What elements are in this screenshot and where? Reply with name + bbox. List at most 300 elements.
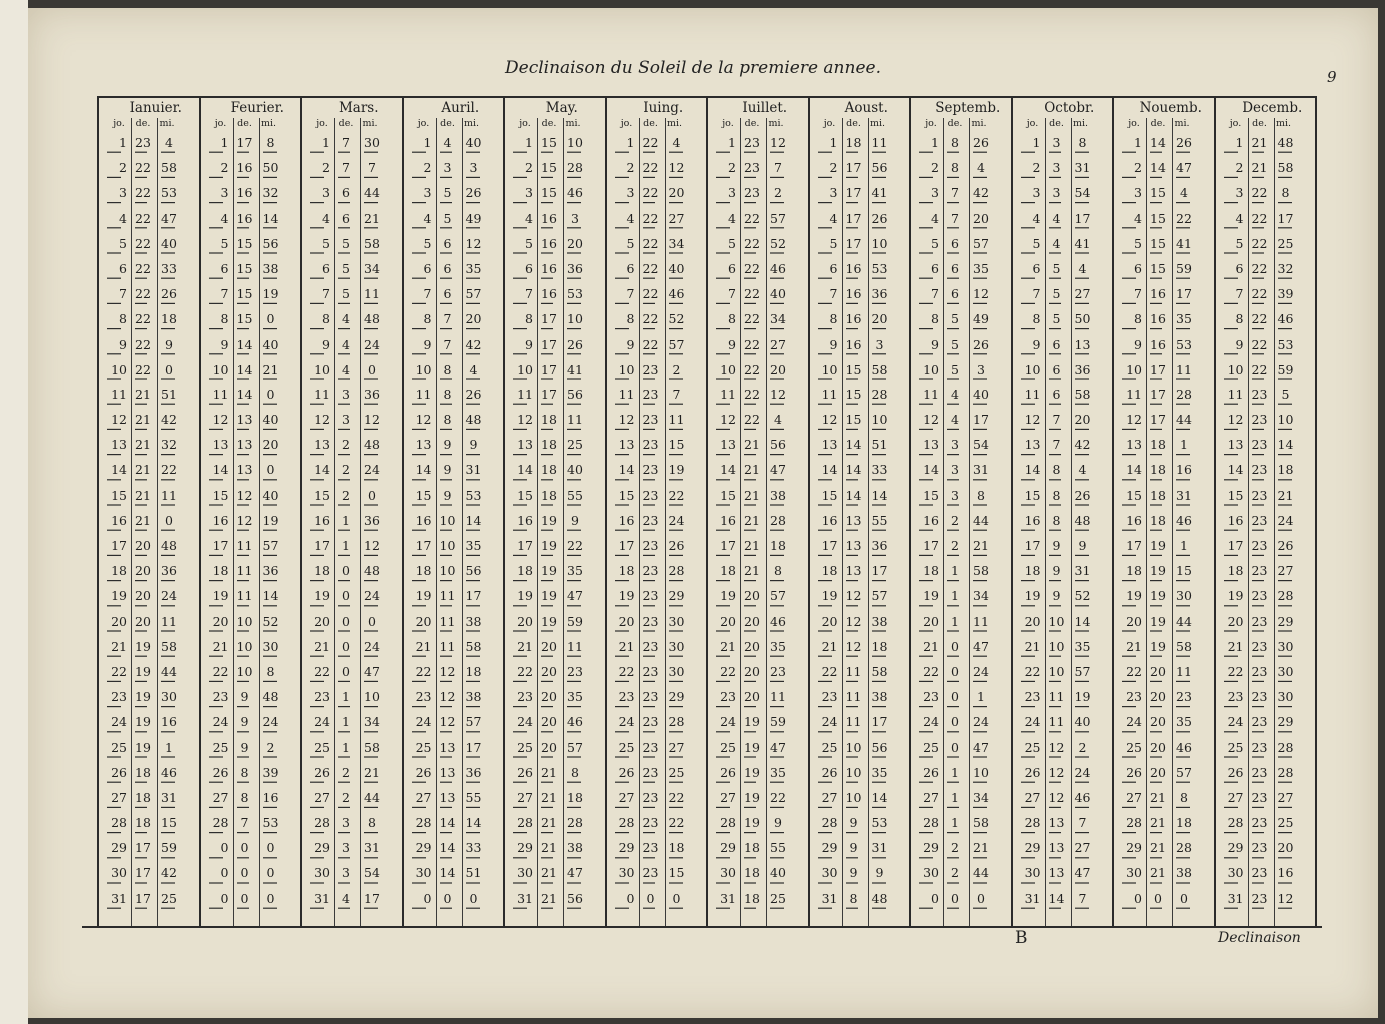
table-row [810,180,910,205]
degree-cell: 5 [342,286,350,302]
table-row [404,130,504,155]
minute-cell: 36 [364,386,380,402]
minute-cell: 42 [973,185,989,201]
degree-cell: 11 [236,563,253,579]
day-cell: 3 [728,185,736,201]
degree-cell: 23 [1251,714,1268,730]
minute-cell: 17 [364,890,380,906]
minute-cell: 38 [567,840,583,856]
degree-cell: 23 [1251,840,1268,856]
minute-cell: 24 [161,588,177,604]
minute-cell: 3 [875,336,884,352]
degree-cell: 22 [642,336,659,352]
degree-cell: 5 [342,235,350,251]
column-subheads [302,118,402,130]
day-cell: 14 [212,462,229,478]
day-cell: 15 [1024,487,1041,503]
minute-cell: 30 [1277,663,1294,679]
minute-cell: 12 [668,160,685,176]
degree-cell: 18 [744,840,760,856]
degree-cell: 13 [1048,865,1065,881]
degree-cell: 22 [135,336,151,352]
degree-cell: 11 [236,588,253,604]
day-cell: 2 [1134,160,1142,176]
degree-cell: 23 [1251,764,1268,780]
day-cell: 24 [1024,714,1041,730]
degree-cell: 11 [236,538,253,553]
day-cell: 26 [1227,764,1244,780]
degree-cell: 5 [1052,311,1061,327]
minute-cell: 53 [1176,336,1192,352]
column-rule [157,118,158,928]
minute-cell: 27 [770,336,786,352]
minute-cell: 47 [770,462,786,478]
minute-cell: 46 [1074,789,1091,805]
degree-cell: 2 [951,865,959,881]
day-cell: 6 [1235,260,1244,276]
minute-cell: 59 [770,714,786,730]
table-row [708,306,808,331]
degree-cell: 1 [342,538,350,553]
degree-cell: 21 [541,789,557,805]
day-cell: 20 [111,613,127,629]
day-cell: 19 [821,588,838,604]
minute-cell: 46 [770,260,786,276]
table-row [810,206,910,231]
day-cell: 10 [314,361,330,377]
minute-cell: 11 [1176,361,1192,377]
day-cell: 14 [517,462,533,478]
table-row [911,155,1011,180]
degree-cell: 15 [1150,185,1166,201]
table-row [810,508,910,533]
degree-cell: 4 [1052,210,1061,226]
minute-cell: 26 [465,386,482,402]
degree-cell: 14 [236,336,253,352]
minute-cell: 41 [1074,235,1091,251]
table-row [911,206,1011,231]
subhead: mi. [971,118,987,129]
degree-cell: 20 [135,588,151,604]
day-cell: 4 [220,210,229,226]
table-row [404,886,504,911]
day-cell: 21 [1126,638,1142,654]
minute-cell: 58 [973,815,989,831]
day-cell: 2 [931,160,939,176]
minute-cell: 18 [1176,815,1192,831]
degree-cell: 22 [135,286,151,302]
day-cell: 12 [415,412,432,428]
degree-cell: 23 [642,512,659,528]
table-row [911,332,1011,357]
degree-cell: 11 [439,588,456,604]
table-row [302,810,402,835]
degree-cell: 22 [1251,311,1268,327]
degree-cell: 1 [951,789,959,805]
minute-cell: 11 [668,412,685,428]
degree-cell: 23 [642,361,659,377]
day-cell: 16 [1126,512,1142,528]
degree-cell: 16 [845,286,862,302]
day-cell: 19 [618,588,635,604]
degree-cell: 23 [744,185,760,201]
degree-cell: 23 [642,437,659,453]
month-name: Mars. [338,100,379,116]
minute-cell: 10 [567,135,583,150]
degree-cell: 6 [1052,336,1061,352]
day-cell: 15 [720,487,736,503]
degree-cell: 1 [951,563,959,579]
degree-cell: 22 [135,160,151,176]
degree-cell: 20 [744,638,760,654]
day-cell: 20 [1024,613,1041,629]
table-row [201,382,301,407]
minute-cell: 29 [668,588,685,604]
day-cell: 7 [931,286,939,302]
minute-cell: 56 [871,160,888,176]
minute-cell: 8 [774,563,782,579]
minute-cell: 22 [668,789,685,805]
minute-cell: 11 [770,689,786,705]
day-cell: 1 [1032,135,1041,150]
minute-cell: 28 [567,815,583,831]
table-row [99,155,199,180]
table-row [911,835,1011,860]
day-cell: 11 [415,386,432,402]
minute-cell: 11 [567,412,583,428]
table-row [505,886,605,911]
minute-cell: 57 [1074,663,1091,679]
day-cell: 25 [415,739,432,755]
minute-cell: 8 [266,663,275,679]
minute-cell: 31 [364,840,380,856]
degree-cell: 18 [744,865,760,881]
day-cell: 9 [423,336,432,352]
day-cell: 4 [931,210,939,226]
subhead: jo. [214,118,227,129]
minute-cell: 56 [465,563,482,579]
minute-cell: 47 [567,865,583,881]
minute-cell: 57 [465,286,482,302]
degree-cell: 8 [951,160,959,176]
subhead: mi. [565,118,581,129]
table-row [302,583,402,608]
day-cell: 8 [728,311,736,327]
day-cell: 29 [314,840,330,856]
table-row [1013,332,1113,357]
table-row [1216,684,1316,709]
minute-cell: 46 [161,764,177,780]
subhead: de. [643,118,658,129]
minute-cell: 56 [262,235,279,251]
degree-cell: 16 [541,286,557,302]
minute-cell: 9 [469,437,478,453]
day-cell: 20 [517,613,533,629]
table-row [911,508,1011,533]
degree-cell: 9 [240,714,249,730]
table-row [99,659,199,684]
degree-cell: 0 [342,588,350,604]
minute-cell: 8 [1078,135,1087,150]
degree-cell: 17 [236,135,253,150]
minute-cell: 28 [1176,840,1192,856]
table-row [201,860,301,885]
degree-cell: 19 [135,739,151,755]
degree-cell: 16 [1150,286,1166,302]
table-row [708,206,808,231]
minute-cell: 58 [161,160,177,176]
degree-cell: 20 [744,663,760,679]
day-cell: 31 [111,890,127,906]
day-cell: 13 [1227,437,1244,453]
table-row [1216,558,1316,583]
table-row [1013,206,1113,231]
day-cell: 4 [1032,210,1041,226]
table-row [607,860,707,885]
day-cell: 27 [415,789,432,805]
minute-cell: 41 [1176,235,1192,251]
degree-cell: 23 [1251,437,1268,453]
minute-cell: 21 [262,361,279,377]
minute-cell: 20 [1074,412,1091,428]
month-column [909,98,1011,928]
subhead: jo. [722,118,734,129]
minute-cell: 18 [465,663,482,679]
day-cell: 8 [322,311,330,327]
page-title: Declinaison du Soleil de la premiere annee. [505,58,881,78]
month-name: Aoust. [844,100,888,116]
degree-cell: 20 [541,638,557,654]
minute-cell: 21 [973,840,989,856]
degree-cell: 17 [845,210,862,226]
minute-cell: 52 [770,235,786,251]
degree-cell: 8 [1052,462,1061,478]
minute-cell: 48 [262,689,279,705]
table-row [201,583,301,608]
minute-cell: 56 [567,386,583,402]
day-cell: 25 [618,739,635,755]
minute-cell: 17 [1176,286,1192,302]
day-cell: 9 [728,336,736,352]
table-row [1013,483,1113,508]
table-row [505,155,605,180]
table-row [404,457,504,482]
minute-cell: 35 [973,260,989,276]
degree-cell: 10 [845,789,862,805]
minute-cell: 25 [1277,815,1294,831]
minute-cell: 40 [161,235,177,251]
day-cell: 5 [728,235,736,251]
degree-cell: 19 [541,512,557,528]
day-cell: 2 [119,160,127,176]
degree-cell: 17 [135,865,151,881]
degree-cell: 9 [849,865,858,881]
day-cell: 23 [618,689,635,705]
day-cell: 2 [525,160,533,176]
degree-cell: 0 [951,739,959,755]
degree-cell: 0 [342,563,350,579]
minute-cell: 20 [871,311,888,327]
table-row [607,281,707,306]
subhead: de. [541,118,557,129]
table-row [607,659,707,684]
table-row [404,256,504,281]
day-cell: 17 [1227,538,1244,553]
minute-cell: 59 [1277,361,1294,377]
day-cell: 11 [821,386,838,402]
table-row [505,785,605,810]
degree-cell: 23 [642,563,659,579]
minute-cell: 28 [1176,386,1192,402]
degree-cell: 21 [541,764,557,780]
day-cell: 12 [314,412,330,428]
table-row [505,483,605,508]
day-cell: 19 [1126,588,1142,604]
table-row [99,457,199,482]
day-cell: 10 [1024,361,1041,377]
degree-cell: 17 [541,361,557,377]
minute-cell: 10 [364,689,380,705]
minute-cell: 53 [1277,336,1294,352]
minute-cell: 44 [973,865,989,881]
degree-cell: 10 [236,613,253,629]
table-row [99,558,199,583]
table-row [1114,886,1214,911]
day-cell: 5 [626,235,635,251]
day-cell: 16 [1024,512,1041,528]
degree-cell: 12 [1048,739,1065,755]
degree-cell: 19 [1150,588,1166,604]
minute-cell: 58 [1176,638,1192,654]
month-name: Nouemb. [1139,100,1202,116]
minute-cell: 0 [368,613,376,629]
degree-cell: 0 [646,890,655,906]
table-row [1216,483,1316,508]
degree-cell: 23 [642,412,659,428]
degree-cell: 11 [845,714,862,730]
month-column [1112,98,1214,928]
degree-cell: 21 [744,487,760,503]
minute-cell: 31 [1074,160,1091,176]
degree-cell: 7 [443,311,452,327]
day-cell: 18 [415,563,432,579]
day-cell: 14 [314,462,330,478]
minute-cell: 17 [1277,210,1294,226]
day-cell: 5 [525,235,533,251]
minute-cell: 38 [770,487,786,503]
month-name: Octobr. [1044,100,1095,116]
table-row [607,407,707,432]
day-cell: 29 [618,840,635,856]
day-cell: 11 [314,386,330,402]
day-cell: 18 [1024,563,1041,579]
degree-cell: 16 [845,260,862,276]
degree-cell: 22 [135,260,151,276]
minute-cell: 15 [1176,563,1192,579]
minute-cell: 4 [672,135,681,150]
table-row [708,558,808,583]
minute-cell: 23 [1176,689,1192,705]
day-cell: 0 [220,865,229,881]
degree-cell: 21 [744,563,760,579]
minute-cell: 38 [465,689,482,705]
table-row [1013,609,1113,634]
minute-cell: 30 [262,638,279,654]
day-cell: 22 [821,663,838,679]
degree-cell: 8 [443,412,452,428]
degree-cell: 14 [845,487,862,503]
table-row [1216,306,1316,331]
day-cell: 25 [314,739,330,755]
day-cell: 4 [728,210,736,226]
degree-cell: 3 [342,865,350,881]
minute-cell: 22 [770,789,786,805]
day-cell: 30 [923,865,939,881]
day-cell: 17 [212,538,229,553]
day-cell: 18 [517,563,533,579]
minute-cell: 3 [571,210,579,226]
day-cell: 2 [829,160,838,176]
minute-cell: 48 [871,890,888,906]
table-row [201,533,301,558]
minute-cell: 12 [364,538,380,553]
minute-cell: 40 [973,386,989,402]
degree-cell: 23 [744,160,760,176]
minute-cell: 12 [364,412,380,428]
subhead: de. [1150,118,1166,129]
day-cell: 25 [517,739,533,755]
minute-cell: 35 [465,538,482,553]
table-row [1216,155,1316,180]
month-column [402,98,504,928]
degree-cell: 23 [1251,689,1268,705]
day-cell: 2 [626,160,635,176]
minute-cell: 8 [571,764,579,780]
degree-cell: 17 [541,386,557,402]
degree-cell: 7 [443,336,452,352]
degree-cell: 7 [1052,437,1061,453]
degree-cell: 21 [135,487,151,503]
day-cell: 20 [212,613,229,629]
minute-cell: 28 [770,512,786,528]
degree-cell: 8 [443,386,452,402]
degree-cell: 18 [1150,462,1166,478]
minute-cell: 10 [871,235,888,251]
table-row [1013,382,1113,407]
day-cell: 30 [1227,865,1244,881]
table-row [911,231,1011,256]
day-cell: 26 [618,764,635,780]
day-cell: 10 [720,361,736,377]
day-cell: 16 [212,512,229,528]
day-cell: 7 [829,286,838,302]
day-cell: 30 [111,865,127,881]
day-cell: 24 [212,714,229,730]
minute-cell: 58 [364,235,380,251]
day-cell: 4 [119,210,127,226]
day-cell: 6 [119,260,127,276]
degree-cell: 23 [642,386,659,402]
minute-cell: 14 [1277,437,1294,453]
table-row [607,130,707,155]
degree-cell: 11 [845,663,862,679]
table-row [302,256,402,281]
day-cell: 13 [720,437,736,453]
month-name: Auril. [441,100,480,116]
subhead: jo. [519,118,531,129]
table-row [1013,432,1113,457]
day-cell: 22 [314,663,330,679]
